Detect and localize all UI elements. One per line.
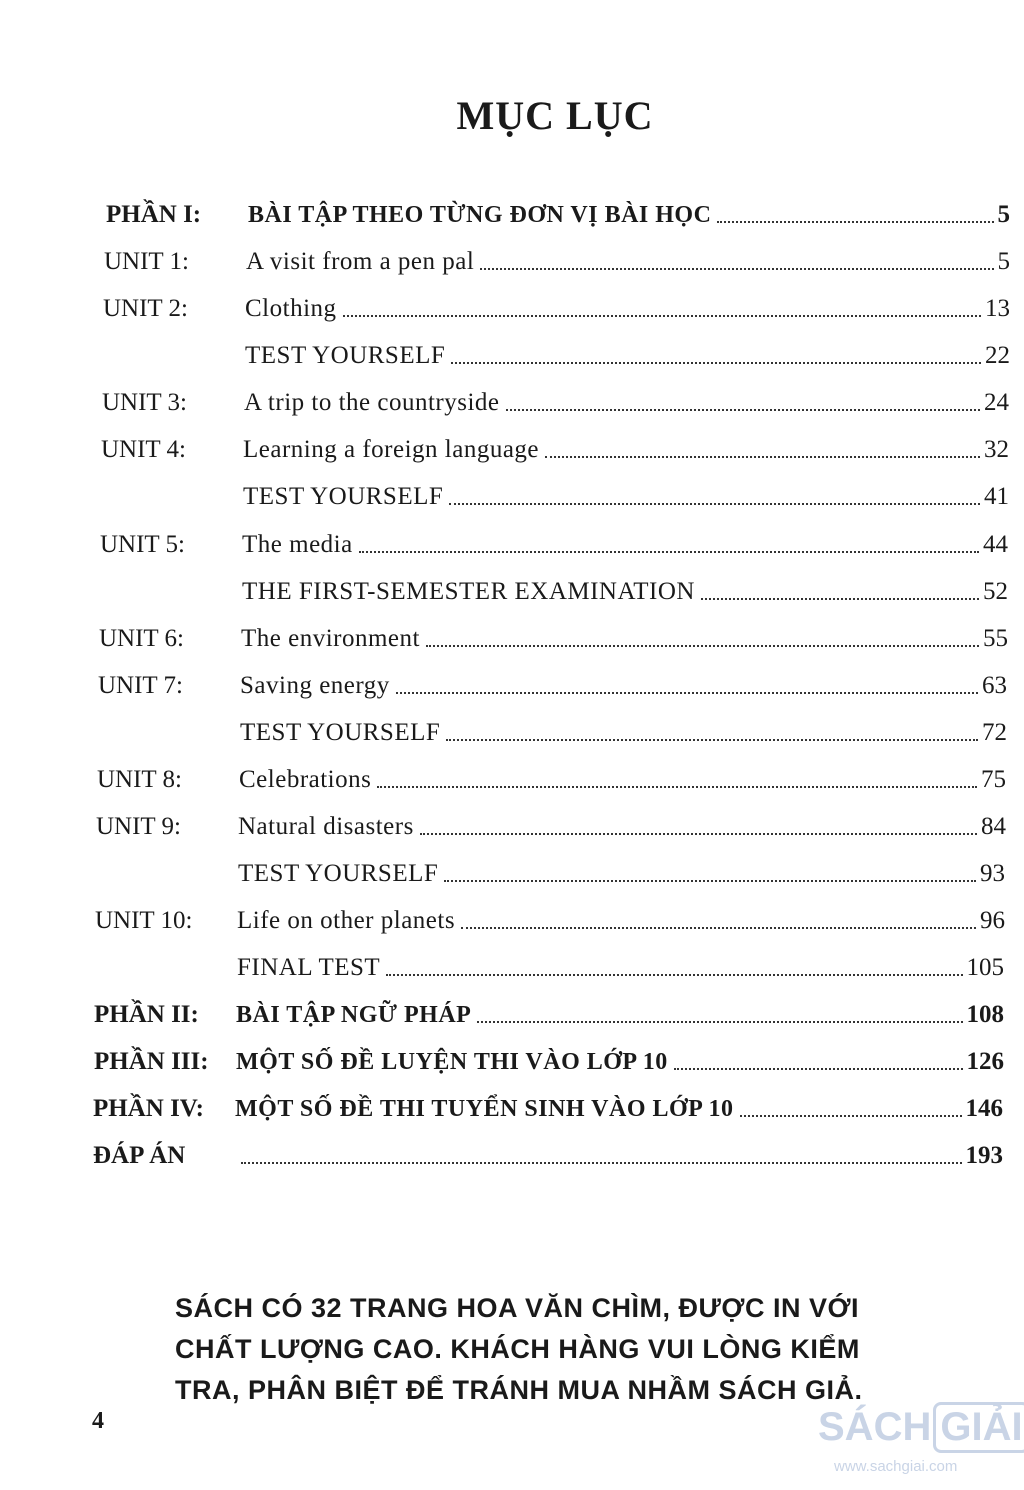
toc-entry-title: The environment	[241, 625, 420, 652]
toc-entry	[100, 567, 1008, 607]
watermark-url: www.sachgiai.com	[834, 1458, 958, 1475]
dot-leader	[506, 409, 980, 411]
dot-leader	[343, 315, 981, 317]
toc-entry-body	[245, 341, 1010, 371]
toc-entry	[96, 802, 1006, 842]
toc-entry	[99, 614, 1008, 654]
toc-entry	[96, 849, 1005, 889]
toc-entry-page: 13	[985, 295, 1010, 322]
toc-entry-body	[246, 247, 1010, 277]
anti-counterfeit-notice	[175, 1288, 935, 1411]
notice-line-3: TRA, PHÂN BIỆT ĐỂ TRÁNH MUA NHẦM SÁCH GIẢ.	[175, 1375, 863, 1405]
toc-entry-title: TEST YOURSELF	[238, 860, 439, 887]
toc-entry	[106, 190, 1010, 230]
dot-leader	[386, 974, 962, 976]
dot-leader	[359, 551, 979, 553]
toc-entry-label: PHẦN IV:	[93, 1095, 204, 1122]
toc-entry-label: ĐÁP ÁN	[93, 1142, 186, 1169]
toc-entry-label: UNIT 1:	[104, 248, 189, 275]
toc-entry-label: PHẦN II:	[94, 1001, 199, 1028]
toc-entry-label: UNIT 4:	[101, 436, 186, 463]
toc-entry	[94, 990, 1004, 1030]
toc-entry-body	[239, 765, 1006, 795]
toc-entry-page: 146	[965, 1095, 1003, 1122]
watermark-logo-left: SÁCH	[818, 1405, 932, 1449]
toc-entry	[98, 661, 1007, 701]
dot-leader	[674, 1068, 963, 1070]
toc-entry-page: 93	[980, 860, 1005, 887]
toc-entry-label: UNIT 6:	[99, 625, 184, 652]
toc-entry-title: Learning a foreign language	[243, 436, 540, 463]
toc-entry	[94, 1037, 1004, 1077]
toc-entry-page: 5	[997, 201, 1010, 228]
toc-entry-page: 52	[983, 578, 1008, 605]
toc-entry-label: PHẦN I:	[106, 201, 202, 228]
dot-leader	[444, 880, 976, 882]
toc-entry-body	[242, 530, 1008, 560]
dot-leader	[396, 692, 978, 694]
toc-entry-body	[237, 906, 1005, 936]
dot-leader	[480, 268, 993, 270]
toc-entry-label: UNIT 10:	[95, 907, 193, 934]
toc-entry-label: UNIT 8:	[97, 766, 182, 793]
dot-leader	[241, 1162, 962, 1164]
watermark	[818, 1402, 1023, 1490]
toc-entry-body	[238, 812, 1006, 842]
toc-entry-page: 96	[980, 907, 1005, 934]
dot-leader	[446, 739, 978, 741]
toc-entry-body	[240, 718, 1007, 748]
toc-entry-title: MỘT SỐ ĐỀ THI TUYỂN SINH VÀO LỚP 10	[235, 1096, 734, 1122]
toc-entry-title: Clothing	[245, 295, 337, 322]
dot-leader	[545, 456, 980, 458]
toc-entry-title: Natural disasters	[238, 813, 414, 840]
toc-entry-title: A trip to the countryside	[244, 389, 500, 416]
toc-entry-title: TEST YOURSELF	[240, 719, 441, 746]
toc-entry-page: 193	[965, 1142, 1003, 1169]
toc-entry-page: 72	[982, 719, 1007, 746]
toc-entry-page: 5	[997, 248, 1010, 275]
toc-entry-body	[248, 200, 1010, 230]
toc-entry	[95, 896, 1005, 936]
toc-entry	[104, 237, 1010, 277]
toc-entry-title: TEST YOURSELF	[245, 342, 446, 369]
watermark-logo	[818, 1402, 1024, 1453]
toc-entry-title: Celebrations	[239, 766, 372, 793]
toc-entry-label: UNIT 9:	[96, 813, 181, 840]
toc-entry-title: FINAL TEST	[237, 954, 381, 981]
toc-entry-title: BÀI TẬP THEO TỪNG ĐƠN VỊ BÀI HỌC	[248, 202, 712, 228]
toc-entry-title: MỘT SỐ ĐỀ LUYỆN THI VÀO LỚP 10	[236, 1049, 668, 1075]
toc-entry	[93, 1131, 1003, 1171]
toc-entry-title: Life on other planets	[237, 907, 456, 934]
dot-leader	[701, 598, 979, 600]
dot-leader	[477, 1021, 962, 1023]
dot-leader	[451, 362, 981, 364]
toc-entry-body	[243, 435, 1009, 465]
dot-leader	[377, 786, 977, 788]
toc-entry-page: 126	[966, 1048, 1004, 1075]
page-number: 4	[92, 1408, 104, 1434]
toc-entry-body	[235, 1094, 1003, 1124]
dot-leader	[717, 221, 993, 223]
toc-entry	[97, 755, 1006, 795]
toc-entry	[93, 1084, 1003, 1124]
toc-entry	[101, 425, 1009, 465]
dot-leader	[740, 1115, 962, 1117]
toc-entry-body	[238, 859, 1005, 889]
dot-leader	[420, 833, 977, 835]
toc-entry-title: TEST YOURSELF	[243, 483, 444, 510]
toc-entry-label: PHẦN III:	[94, 1048, 209, 1075]
toc-entry-page: 32	[984, 436, 1009, 463]
toc-entry-body	[235, 1141, 1003, 1171]
toc-entry-body	[240, 671, 1007, 701]
toc-entry-body	[242, 577, 1008, 607]
toc-entry-body	[236, 1047, 1004, 1077]
toc-entry-label: UNIT 7:	[98, 672, 183, 699]
watermark-logo-right: GIẢI	[940, 1405, 1023, 1449]
dot-leader	[461, 927, 976, 929]
dot-leader	[426, 645, 979, 647]
toc-entry-page: 41	[984, 483, 1009, 510]
page-title: MỤC LỤC	[456, 93, 654, 138]
toc-entry-label: UNIT 5:	[100, 531, 185, 558]
toc-entry-page: 105	[966, 954, 1004, 981]
toc-entry-page: 84	[981, 813, 1006, 840]
toc-entry-page: 55	[983, 625, 1008, 652]
watermark-logo-box	[933, 1402, 1024, 1453]
toc-entry-body	[243, 482, 1009, 512]
toc-entry-label: UNIT 2:	[103, 295, 188, 322]
toc-entry-label: UNIT 3:	[102, 389, 187, 416]
toc-entry-title: Saving energy	[240, 672, 390, 699]
toc-entry-body	[245, 294, 1010, 324]
toc-entry-body	[236, 1000, 1004, 1030]
toc-entry-body	[241, 624, 1008, 654]
toc-entry-page: 63	[982, 672, 1007, 699]
toc-entry-page: 108	[966, 1001, 1004, 1028]
toc-entry	[103, 284, 1010, 324]
toc-entry-page: 24	[984, 389, 1009, 416]
dot-leader	[449, 503, 980, 505]
toc-entry-title: The media	[242, 531, 353, 558]
toc-entry	[95, 943, 1004, 983]
toc-entry-title: BÀI TẬP NGỮ PHÁP	[236, 1002, 472, 1028]
toc-entry	[98, 708, 1007, 748]
toc-entry-body	[244, 388, 1009, 418]
notice-line-2: CHẤT LƯỢNG CAO. KHÁCH HÀNG VUI LÒNG KIỂM	[175, 1334, 860, 1364]
toc-entry	[103, 331, 1010, 371]
toc-entry	[100, 520, 1008, 560]
toc-entry-body	[237, 953, 1004, 983]
toc-entry	[101, 472, 1009, 512]
toc-entry-page: 44	[983, 531, 1008, 558]
toc-entry-title: THE FIRST-SEMESTER EXAMINATION	[242, 578, 695, 605]
toc-entry-title: A visit from a pen pal	[246, 248, 475, 275]
notice-line-1: SÁCH CÓ 32 TRANG HOA VĂN CHÌM, ĐƯỢC IN VỚI	[175, 1293, 860, 1323]
toc-entry-page: 22	[985, 342, 1010, 369]
toc-entry-page: 75	[981, 766, 1006, 793]
toc-entry	[102, 378, 1009, 418]
